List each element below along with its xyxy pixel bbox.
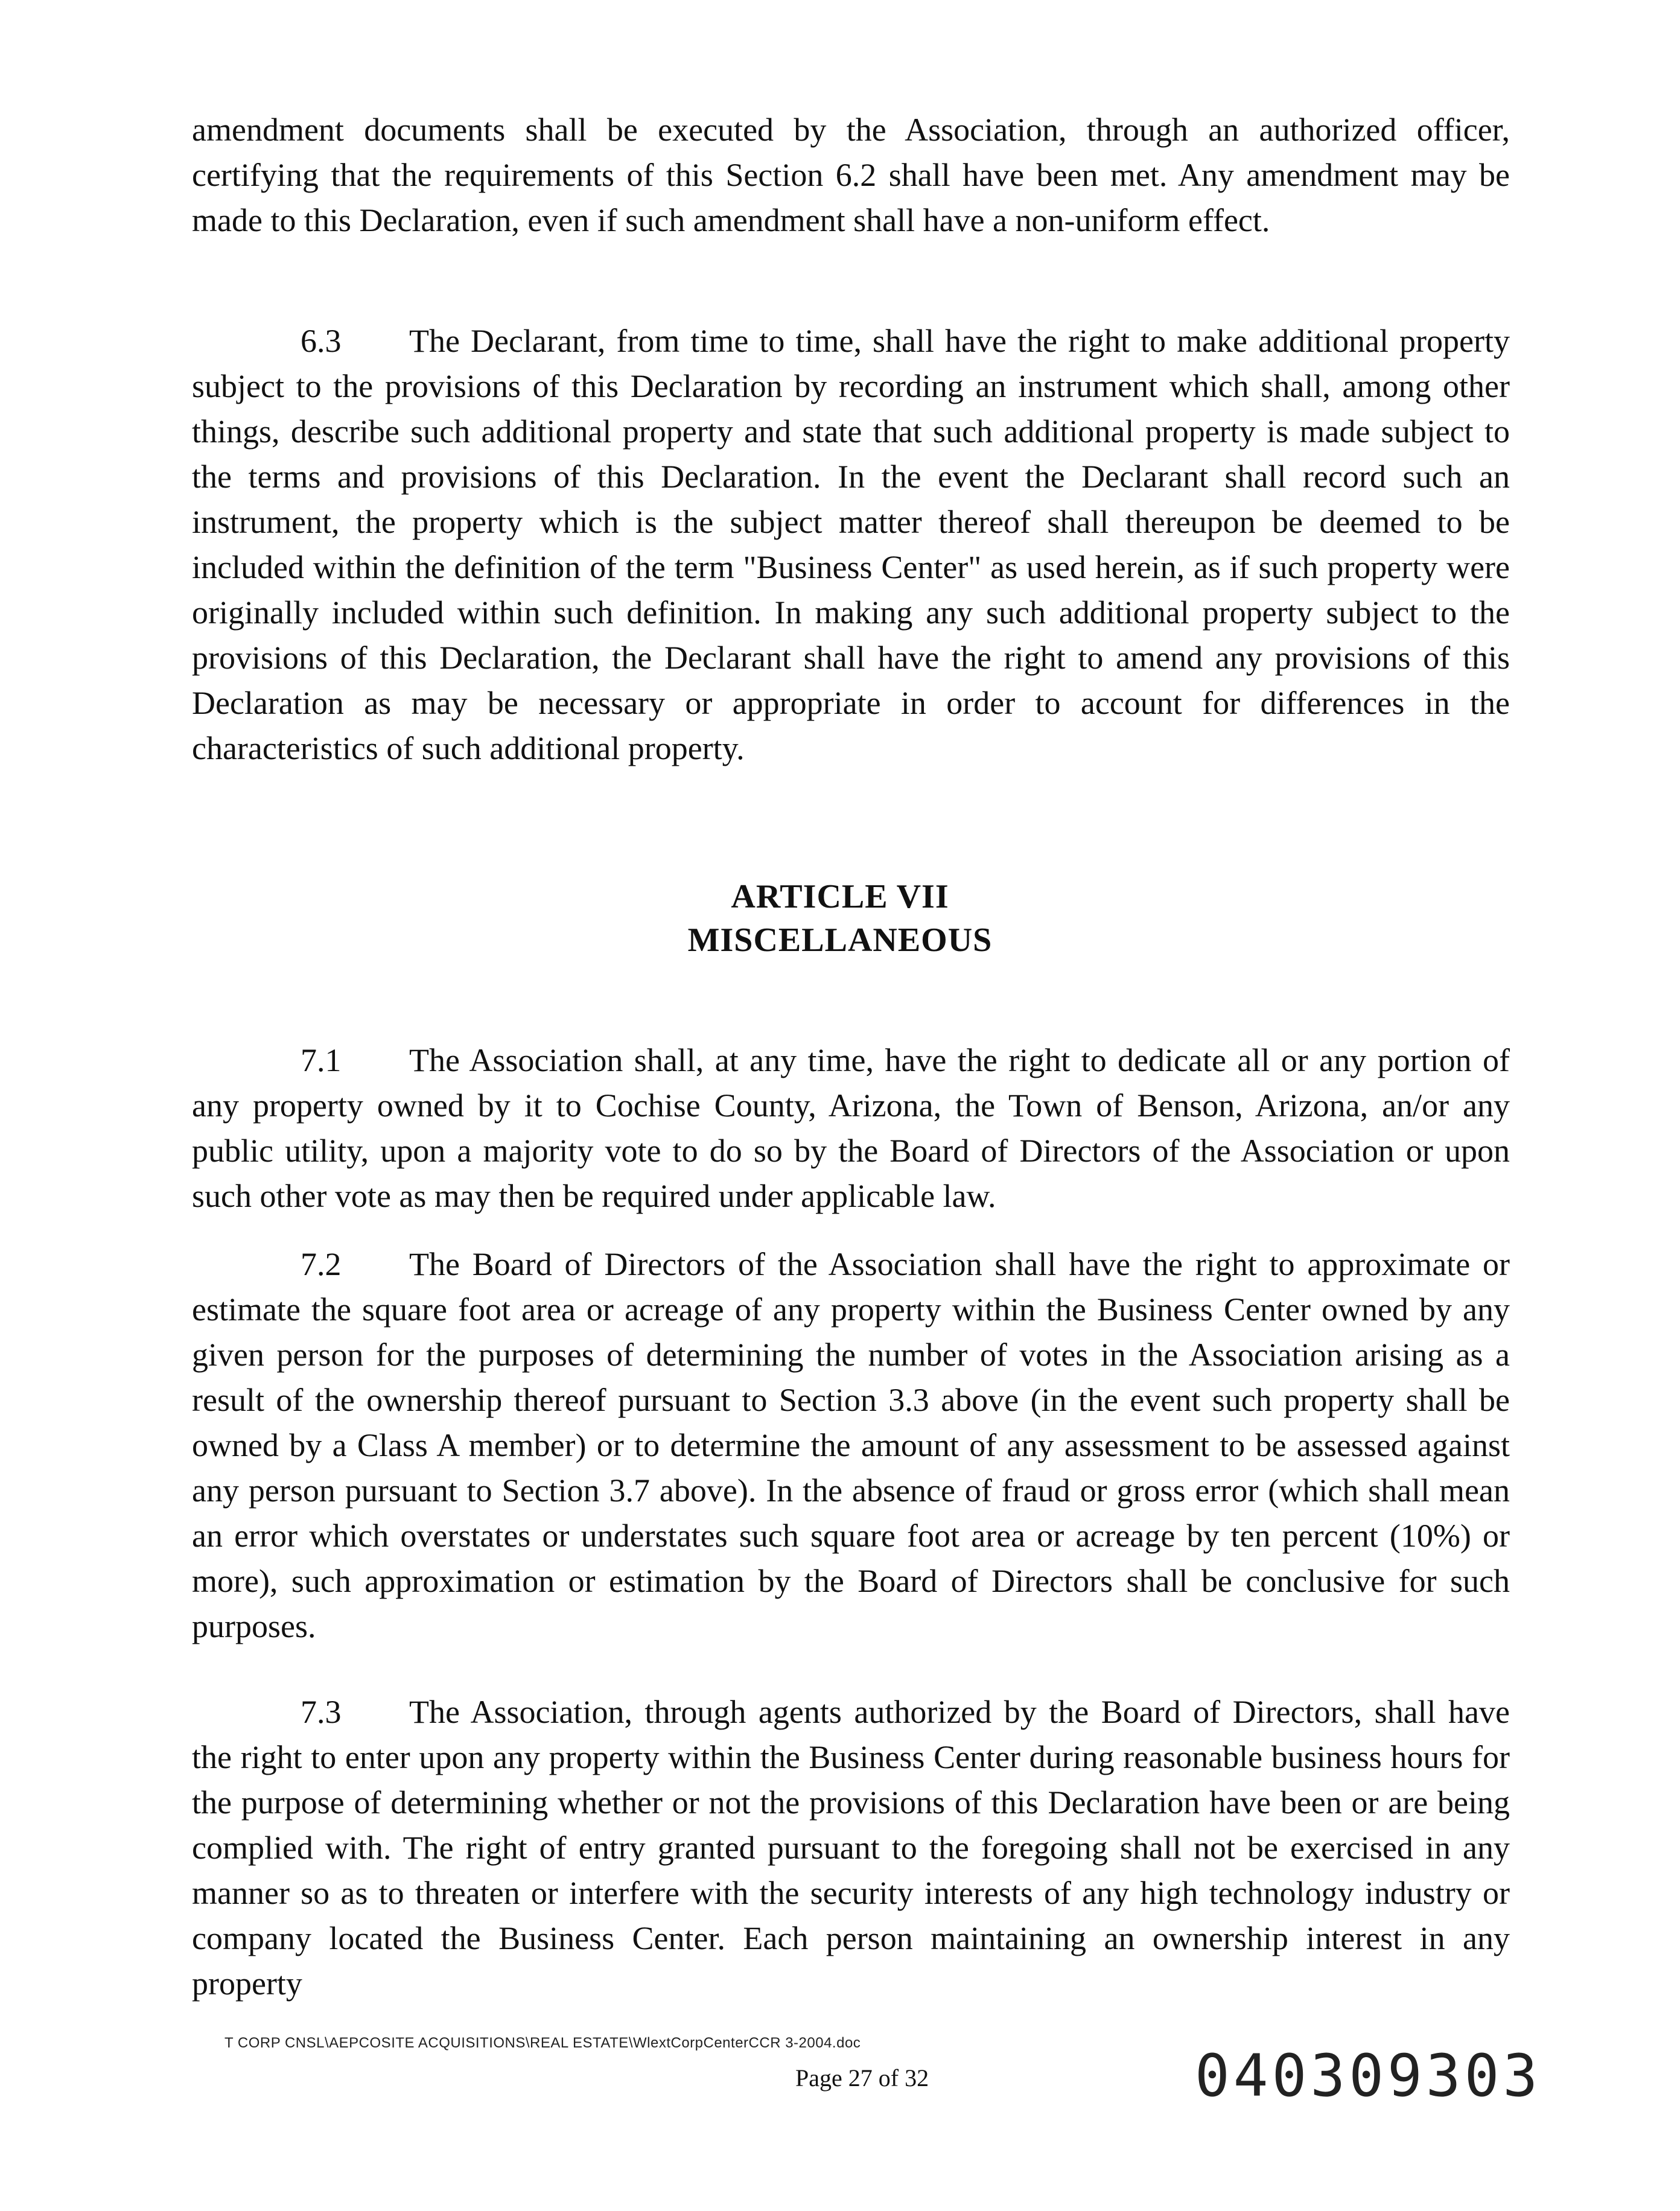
article-subtitle: MISCELLANEOUS <box>687 921 993 959</box>
paragraph-6-3 <box>192 319 1510 771</box>
page-number: Page 27 of 32 <box>795 2064 929 2092</box>
paragraph-7-2 <box>192 1242 1510 1649</box>
paragraph-text: amendment documents shall be executed by the Association, through an authorized officer, certifying that the requirements of this Section 6.2 shall have been met. Any amendment may be made to this Declaration, even if such amendment shall have a non-uniform effect. <box>192 112 1510 238</box>
paragraph-number: 6.3 <box>301 323 342 359</box>
paragraph-text: The Declarant, from time to time, shall have the right to make additional property subject to the provisions of this Declaration by recording an instrument which shall, among other things, describe such additional property and state that such additional property is made subject to the terms and provisions of this Declaration. In the event the Declarant shall record such an instrument, the property which is the subject matter thereof shall thereupon be deemed to be included within the definition of the term "Business Center" as used herein, as if such property were originally included within such definition. In making any such additional property subject to the provisions of this Declaration, the Declarant shall have the right to amend any provisions of this Declaration as may be necessary or appropriate in order to account for differences in the characteristics of such additional property. <box>192 323 1510 766</box>
paragraph-continuation <box>192 107 1510 243</box>
paragraph-text: The Association, through agents authorized by the Board of Directors, shall have the right to enter upon any property within the Business Center during reasonable business hours for the purpose of determining whether or not the provisions of this Declaration have been or are being complied with. The right of entry granted pursuant to the foregoing shall not be exercised in any manner so as to threaten or interfere with the security interests of any high technology industry or company located the Business Center. Each person maintaining an ownership interest in any property <box>192 1694 1510 2002</box>
paragraph-text: The Board of Directors of the Association shall have the right to approximate or estimate the square foot area or acreage of any property within the Business Center owned by any given person for the purposes of determining the number of votes in the Association arising as a result of the ownership thereof pursuant to Section 3.3 above (in the event such property shall be owned by a Class A member) or to determine the amount of any assessment to be assessed against any person pursuant to Section 3.7 above). In the absence of fraud or gross error (which shall mean an error which overstates or understates such square foot area or acreage by ten percent (10%) or more), such approximation or estimation by the Board of Directors shall be conclusive for such purposes. <box>192 1246 1510 1644</box>
document-number-stamp: 040309303 <box>1195 2042 1542 2110</box>
paragraph-7-1 <box>192 1038 1510 1219</box>
paragraph-number: 7.3 <box>301 1694 342 1730</box>
footer-file-path: T CORP CNSL\AEPCOSITE ACQUISITIONS\REAL ESTATE\WlextCorpCenterCCR 3-2004.doc <box>224 2035 861 2051</box>
paragraph-number: 7.2 <box>301 1246 342 1282</box>
article-title: ARTICLE VII <box>731 878 949 915</box>
paragraph-number: 7.1 <box>301 1042 342 1078</box>
paragraph-text: The Association shall, at any time, have the right to dedicate all or any portion of any property owned by it to Cochise County, Arizona, the Town of Benson, Arizona, an/or any public utility, upon a majority vote to do so by the Board of Directors of the Association or upon such other vote as may then be required under applicable law. <box>192 1042 1510 1214</box>
paragraph-7-3 <box>192 1690 1510 2006</box>
